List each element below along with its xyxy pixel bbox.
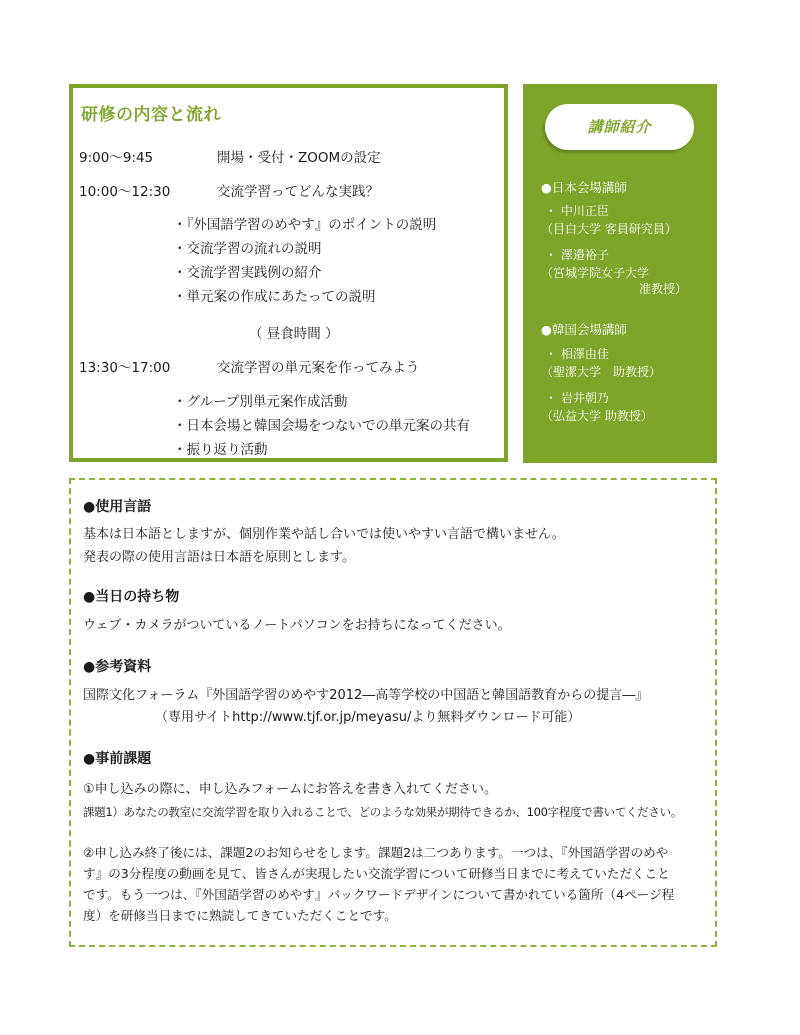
schedule-bullet: ・単元案の作成にあたっての説明 [173, 289, 376, 305]
instructor-affiliation: （聖潔大学 助教授） [541, 365, 662, 379]
reference-line: 国際文化フォーラム『外国語学習のめやす2012―高等学校の中国語と韓国語教育からの提言―』 [83, 688, 649, 703]
schedule-bullet: ・交流学習の流れの説明 [173, 241, 322, 257]
instructor-name: ・ 中川正臣 [545, 204, 609, 218]
korea-heading: ●韓国会場講師 [541, 322, 627, 337]
schedule-bullet: ・日本会場と韓国会場をつないでの単元案の共有 [173, 418, 470, 434]
reference-url-line: （専用サイトhttp://www.tjf.or.jp/meyasu/より無料ダウンロード可能） [155, 710, 581, 725]
instructor-affiliation: （宮城学院女子大学 [541, 266, 650, 280]
language-line: 基本は日本語としますが、個別作業や話し合いでは使いやすい言語で構いません。 [83, 527, 565, 542]
instructor-name: ・ 相澤由佳 [545, 347, 609, 361]
language-line: 発表の際の使用言語は日本語を原則とします。 [83, 550, 355, 565]
schedule-bullet: ・振り返り活動 [173, 442, 268, 458]
schedule-time: 10:00～12:30 [79, 184, 171, 200]
schedule-title: 研修の内容と流れ [81, 105, 221, 125]
instructor-title: 講師紹介 [587, 118, 652, 136]
schedule-desc: 交流学習の単元案を作ってみよう [217, 360, 420, 376]
instructor-title-badge [545, 104, 694, 150]
items-heading: ●当日の持ち物 [83, 589, 180, 605]
task1-line: ①申し込みの際に、申し込みフォームにお答えを書き入れてください。 [83, 782, 498, 797]
instructor-affiliation: （弘益大学 助教授） [541, 409, 653, 423]
schedule-row [79, 146, 381, 166]
instructor-name: ・ 澤邉裕子 [545, 248, 609, 262]
schedule-row [79, 356, 420, 376]
schedule-box [69, 84, 508, 462]
instructor-panel [523, 84, 717, 463]
lunch-label: （ 昼食時間 ） [249, 326, 339, 342]
schedule-bullet: ・『外国語学習のめやす』のポイントの説明 [173, 217, 437, 233]
japan-heading: ●日本会場講師 [541, 180, 627, 195]
task-heading: ●事前課題 [83, 751, 152, 767]
schedule-row [79, 180, 379, 200]
instructor-name: ・ 岩井朝乃 [545, 391, 609, 405]
task2-line: です。もう一つは、『外国語学習のめやす』バックワードデザインについて書かれている箇所（4ページ程 [83, 887, 675, 902]
schedule-bullet: ・交流学習実践例の紹介 [173, 265, 322, 281]
task2-line: す』の3分程度の動画を見て、皆さんが実現したい交流学習について研修当日までに考えていただくこと [83, 866, 670, 881]
schedule-desc: 開場・受付・ZOOMの設定 [217, 150, 381, 166]
schedule-desc: 交流学習ってどんな実践？ [217, 184, 379, 200]
schedule-bullet: ・グループ別単元案作成活動 [173, 394, 348, 410]
schedule-time: 13:30～17:00 [79, 360, 171, 376]
instructor-title-rank: 准教授） [639, 282, 688, 296]
language-heading: ●使用言語 [83, 499, 152, 515]
reference-heading: ●参考資料 [83, 659, 152, 675]
instructor-affiliation: （目白大学 客員研究員） [541, 222, 677, 236]
task2-line: ②申し込み終了後には、課題2のお知らせをします。課題2は二つあります。一つは、『外国語学習のめや [83, 845, 669, 860]
items-line: ウェブ・カメラがついているノートパソコンをお持ちになってください。 [83, 618, 511, 633]
task1-detail: 課題1）あなたの教室に交流学習を取り入れることで、どのような効果が期待できるか、100字程度で書いてください。 [83, 805, 683, 819]
schedule-time: 9:00～9:45 [79, 150, 154, 166]
task2-line: 度）を研修当日までに熟読してきていただくことです。 [83, 908, 397, 923]
info-box [69, 478, 717, 947]
